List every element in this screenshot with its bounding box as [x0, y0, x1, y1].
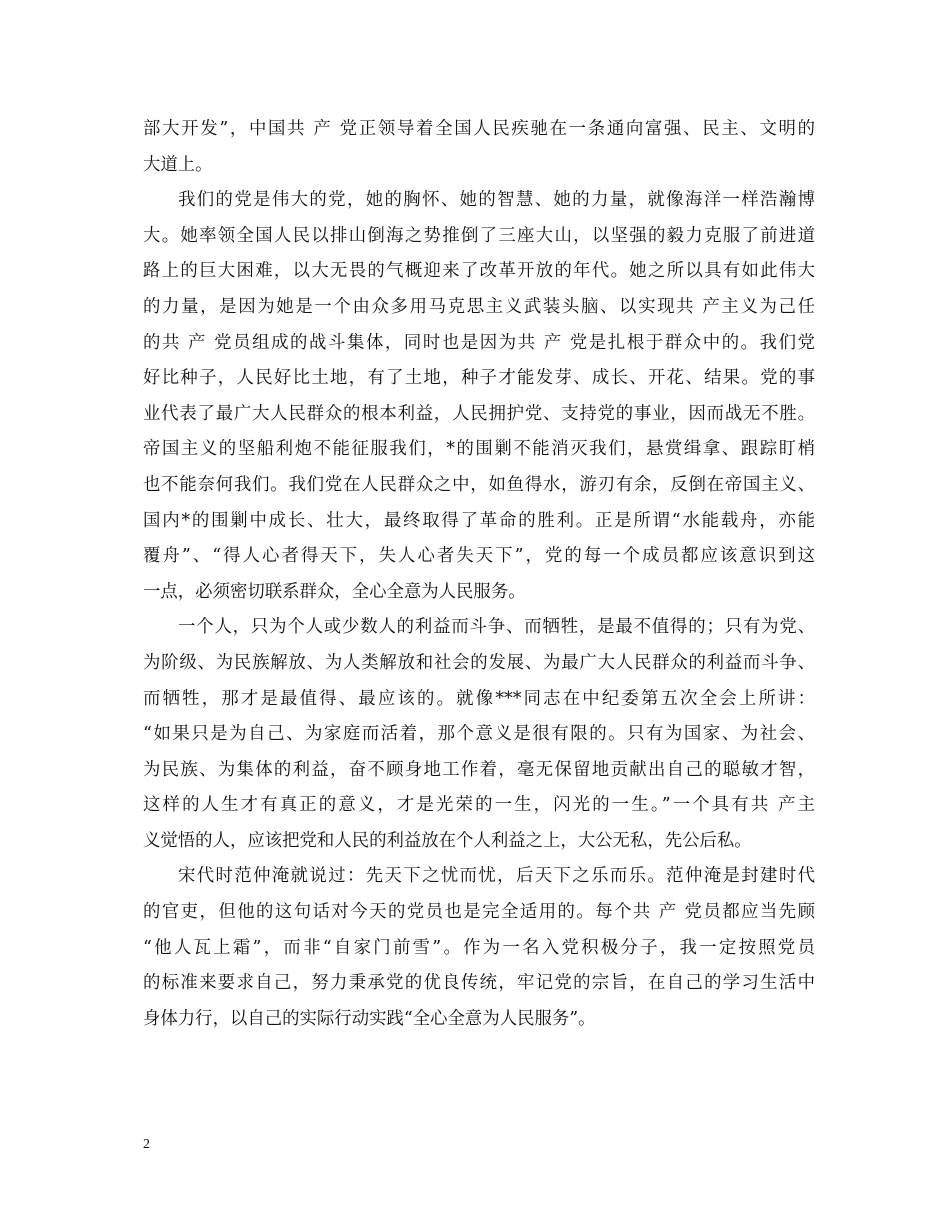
- paragraph-3-line-3: 而牺牲，那才是最值得、最应该的。就像***同志在中纪委第五次全会上所讲：: [143, 688, 815, 709]
- paragraph-3-line-2: 为阶级、为民族解放、为人类解放和社会的发展、为最广大人民群众的利益而斗争、: [143, 652, 815, 673]
- paragraph-2-line-2: 大。她率领全国人民以排山倒海之势推倒了三座大山，以坚强的毅力克服了前进道: [143, 225, 815, 246]
- paragraph-2-line-6: 好比种子，人民好比土地，有了土地，种子才能发芽、成长、开花、结果。党的事: [143, 368, 815, 389]
- paragraph-2-line-7: 业代表了最广大人民群众的根本利益，人民拥护党、支持党的事业，因而战无不胜。: [143, 403, 815, 424]
- paragraph-4-line-5: 身体力行，以自己的实际行动实践“全心全意为人民服务”。: [143, 1008, 596, 1029]
- page-number: 2: [143, 1137, 150, 1152]
- paragraph-3-line-6: 这样的人生才有真正的意义，才是光荣的一生，闪光的一生。”一个具有共 产主: [143, 795, 815, 816]
- paragraph-2-line-3: 路上的巨大困难，以大无畏的气概迎来了改革开放的年代。她之所以具有如此伟大: [143, 261, 815, 282]
- paragraph-2-line-8: 帝国主义的坚船利炮不能征服我们，*的围剿不能消灭我们，悬赏缉拿、跟踪盯梢: [143, 439, 815, 460]
- paragraph-4-line-2: 的官吏，但他的这句话对今天的党员也是完全适用的。每个共 产 党员都应当先顾: [143, 902, 815, 923]
- body-text: [143, 112, 815, 1037]
- paragraph-3-line-7: 义觉悟的人，应该把党和人民的利益放在个人利益之上，大公无私，先公后私。: [143, 830, 752, 851]
- paragraph-4-line-3: “他人瓦上霜”，而非“自家门前雪”。作为一名入党积极分子，我一定按照党员: [143, 937, 815, 958]
- paragraph-2-line-4: 的力量，是因为她是一个由众多用马克思主义武装头脑、以实现共 产主义为己任: [143, 296, 815, 317]
- paragraph-2-line-10: 国内*的围剿中成长、壮大，最终取得了革命的胜利。正是所谓“水能载舟，亦能: [143, 510, 815, 531]
- paragraph-2-line-9: 也不能奈何我们。我们党在人民群众之中，如鱼得水，游刃有余，反倒在帝国主义、: [143, 474, 815, 495]
- paragraph-2-line-5: 的共 产 党员组成的战斗集体，同时也是因为共 产 党是扎根于群众中的。我们党: [143, 332, 815, 353]
- paragraph-4-line-4: 的标准来要求自己，努力秉承党的优良传统，牢记党的宗旨，在自己的学习生活中: [143, 973, 815, 994]
- paragraph-3-line-5: 为民族、为集体的利益，奋不顾身地工作着，毫无保留地贡献出自己的聪敏才智，: [143, 759, 815, 780]
- paragraph-3-line-4: “如果只是为自己、为家庭而活着，那个意义是很有限的。只有为国家、为社会、: [143, 724, 815, 745]
- paragraph-2-line-11: 覆舟”、“得人心者得天下，失人心者失天下”，党的每一个成员都应该意识到这: [143, 546, 815, 567]
- paragraph-2-line-12: 一点，必须密切联系群众，全心全意为人民服务。: [143, 581, 526, 602]
- paragraph-1-line-2: 大道上。: [143, 154, 213, 175]
- paragraph-1-line-1: 部大开发”，中国共 产 党正领导着全国人民疾驰在一条通向富强、民主、文明的: [143, 119, 815, 139]
- paragraph-4-line-1: 宋代时范仲淹就说过：先天下之忧而忧，后天下之乐而乐。范仲淹是封建时代: [178, 866, 815, 887]
- paragraph-2-line-1: 我们的党是伟大的党，她的胸怀、她的智慧、她的力量，就像海洋一样浩瀚博: [178, 190, 815, 211]
- paragraph-3-line-1: 一个人，只为个人或少数人的利益而斗争、而牺牲，是最不值得的；只有为党、: [178, 617, 815, 638]
